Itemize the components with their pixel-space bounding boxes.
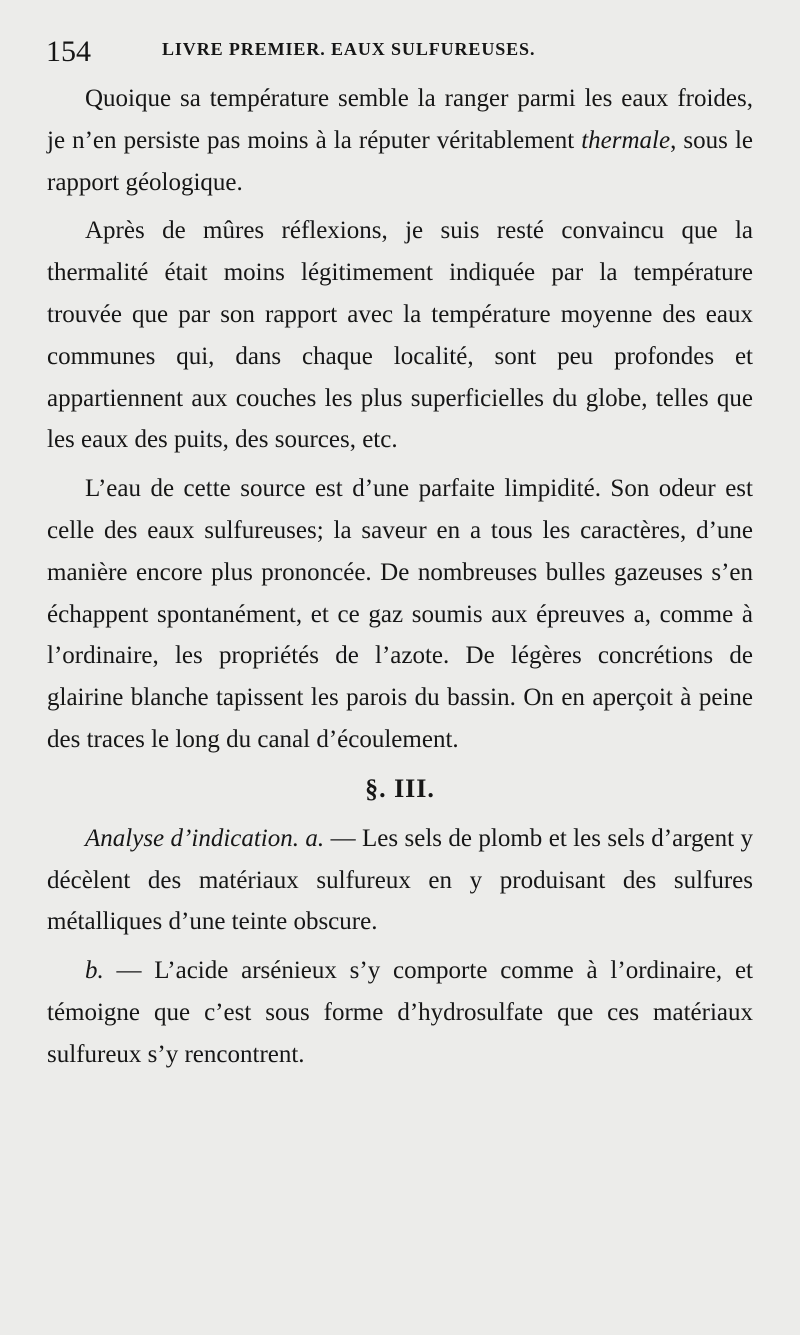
page-header <box>46 34 746 70</box>
paragraph-4 <box>47 818 753 943</box>
body-text <box>47 78 753 1083</box>
paragraph-5-text: — L’acide arsénieux s’y comporte comme à l’ordinaire, et témoigne que c’est sous forme d’hydrosulfate que ces matériaux sulfureux s’y rencontrent. <box>47 957 753 1068</box>
paragraph-4-italic-lead: Analyse d’indication. a. <box>85 824 325 852</box>
paragraph-5-italic-lead: b. <box>85 957 104 985</box>
paragraph-3: L’eau de cette source est d’une parfaite limpidité. Son odeur est celle des eaux sulfureuses; la saveur en a tous les caractères, d’une manière encore plus prononcée. De nombreuses bulles gazeuses s’en échappent spontanément, et ce gaz soumis aux épreuves a, comme à l’ordinaire, les propriétés de l’azote. De légères concrétions de glairine blanche tapissent les parois du bassin. On en aperçoit à peine des traces le long du canal d’écoulement. <box>47 475 753 753</box>
paragraph-2: Après de mûres réflexions, je suis resté convaincu que la thermalité était moins légitimement indiquée par la température trouvée que par son rapport avec la température moyenne des eaux communes qui, dans chaque localité, sont peu profondes et appartiennent aux couches les plus superficielles du globe, telles que les eaux des puits, des sources, etc. <box>47 217 753 454</box>
paragraph-4-text: — Les sels de plomb et les sels d’argent y décèlent des matériaux sulfureux en y produisant des sulfures métalliques d’une teinte obscure. <box>47 824 754 936</box>
paragraph-1-text-a: Quoique sa température semble la ranger parmi les eaux froides, je n’en persiste pas moins à la réputer véritablement <box>47 85 753 154</box>
paragraph-1-text-c: , sous le rapport géologique. <box>47 126 753 196</box>
section-heading <box>47 768 753 812</box>
paragraph-1 <box>47 78 753 203</box>
page-number: 154 <box>46 35 91 68</box>
running-head: LIVRE PREMIER. EAUX SULFUREUSES. <box>162 39 536 59</box>
paragraph-5 <box>47 950 753 1075</box>
section-heading-text: §. III. <box>365 773 435 803</box>
paragraph-1-italic-term: thermale <box>581 126 671 154</box>
